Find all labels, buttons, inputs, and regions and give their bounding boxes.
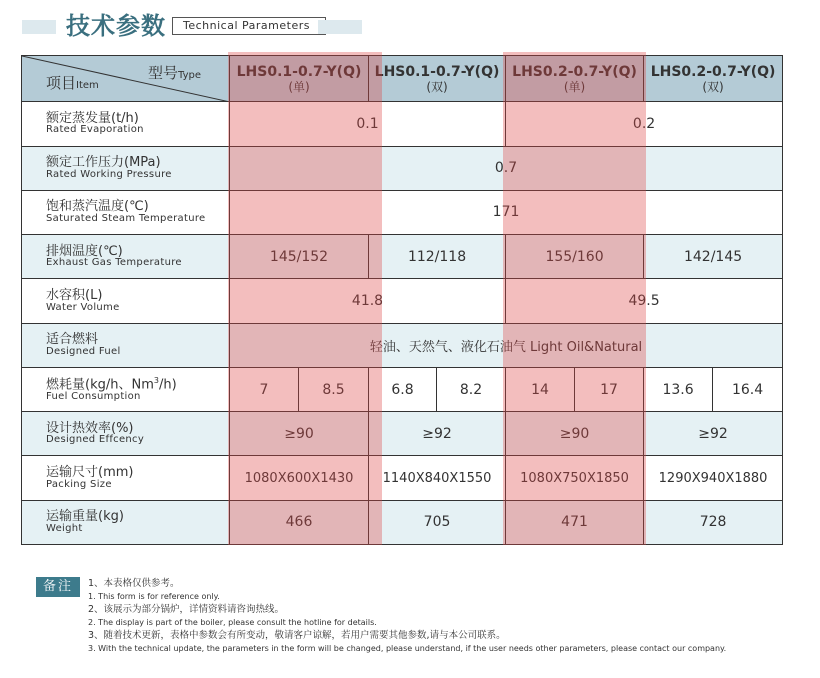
table-cell: 0.2 (506, 102, 783, 146)
type-label-zh: 型号 (148, 64, 179, 82)
note-line: 3、随着技术更新，表格中参数会有所变动，敬请客户谅解，若用户需要其他参数,请与本公司联系。 (88, 630, 506, 641)
row-label-en: Rated Working Pressure (46, 168, 172, 180)
row-label-zh: 适合燃料 (46, 332, 99, 348)
table-cell: 471 (506, 500, 644, 544)
row-label (22, 146, 230, 190)
table-cell: 49.5 (506, 279, 783, 323)
row-label-en: Packing Size (46, 478, 112, 490)
table-header-row (22, 56, 783, 102)
table-cell: 142/145 (644, 235, 783, 279)
model-variant: (单) (288, 79, 310, 94)
table-cell: 16.4 (713, 367, 783, 411)
row-label (22, 412, 230, 456)
row-label-en: Designed Effcency (46, 434, 145, 446)
table-cell: ≥90 (230, 412, 369, 456)
table-row-weight (22, 500, 783, 544)
note-line: 2. The display is part of the boiler, please consult the hotline for details. (88, 618, 377, 627)
table-cell: 112/118 (369, 235, 506, 279)
table-row-steam-temperature (22, 190, 783, 234)
row-label (22, 323, 230, 367)
type-label (148, 62, 201, 83)
table-cell: 7 (230, 367, 299, 411)
item-label (46, 72, 99, 93)
row-label-zh: 额定工作压力(MPa) (46, 155, 161, 171)
model-header-2 (369, 56, 506, 102)
table-row-packing-size (22, 456, 783, 500)
table-row-exhaust-temperature (22, 235, 783, 279)
table-cell: 0.1 (230, 102, 506, 146)
row-label (22, 500, 230, 544)
model-header-4 (644, 56, 783, 102)
row-label-zh: 设计热效率(%) (46, 420, 134, 436)
table-cell: 728 (644, 500, 783, 544)
model-name: LHS0.1-0.7-Y(Q) (236, 63, 362, 80)
page-title: 技术参数 (66, 12, 166, 40)
table-cell: 145/152 (230, 235, 369, 279)
row-label-zh: 运输重量(kg) (46, 509, 124, 525)
header-decor-right (318, 20, 362, 34)
table-cell: ≥92 (369, 412, 506, 456)
corner-cell (22, 56, 230, 102)
model-name: LHS0.2-0.7-Y(Q) (512, 63, 637, 80)
row-label-en: Exhaust Gas Temperature (46, 257, 182, 269)
table-row-fuel (22, 323, 783, 367)
notes-label: 备注 (36, 577, 80, 597)
row-label-en: Rated Evaporation (46, 124, 144, 136)
row-label (22, 190, 230, 234)
row-label (22, 235, 230, 279)
model-header-3 (506, 56, 644, 102)
row-label-en: Weight (46, 522, 83, 534)
row-label-zh: 额定蒸发量(t/h) (46, 110, 139, 126)
table-row-fuel-consumption (22, 367, 783, 411)
table-cell: 171 (230, 190, 783, 234)
model-variant: (双) (426, 79, 448, 94)
table-cell: 13.6 (644, 367, 713, 411)
table-cell: 705 (369, 500, 506, 544)
note-line: 2、该展示为部分锅炉，详情资料请咨询热线。 (88, 604, 285, 615)
table-cell: 466 (230, 500, 369, 544)
table-cell: 1290X940X1880 (644, 456, 783, 500)
model-name: LHS0.2-0.7-Y(Q) (650, 63, 776, 80)
table-cell: 1080X750X1850 (506, 456, 644, 500)
table-cell: 8.5 (299, 367, 369, 411)
superscript: 3 (153, 375, 159, 385)
table-row-pressure (22, 146, 783, 190)
row-label (22, 279, 230, 323)
table-cell: 6.8 (369, 367, 437, 411)
table-row-evaporation (22, 102, 783, 146)
table-cell: 155/160 (506, 235, 644, 279)
header-decor-left (22, 20, 56, 34)
model-header-1 (230, 56, 369, 102)
row-label-en: Saturated Steam Temperature (46, 213, 206, 225)
item-label-en: Item (76, 80, 99, 92)
table-cell: 14 (506, 367, 575, 411)
table-row-efficiency (22, 412, 783, 456)
row-label-en: Fuel Consumption (46, 390, 141, 402)
table-row-water-volume (22, 279, 783, 323)
model-variant: (单) (563, 79, 586, 94)
row-label-zh: 排烟温度(℃) (46, 243, 123, 259)
table-cell: 1080X600X1430 (230, 456, 369, 500)
note-line: 1. This form is for reference only. (88, 592, 220, 601)
note-line: 3. With the technical update, the parameters in the form will be changed, please understand, if the user needs other parameters, please contact our company. (88, 644, 727, 653)
row-label (22, 456, 230, 500)
notes-block (88, 577, 726, 655)
note-line: 1、本表格仅供参考。 (88, 578, 180, 589)
page-subtitle: Technical Parameters (172, 17, 326, 35)
technical-parameters-table (21, 55, 783, 545)
table-cell: 1140X840X1550 (369, 456, 506, 500)
model-name: LHS0.1-0.7-Y(Q) (374, 63, 500, 80)
row-label-en: Designed Fuel (46, 345, 121, 357)
table-cell: 8.2 (437, 367, 506, 411)
type-label-en: Type (178, 70, 201, 81)
table-cell: 轻油、天然气、液化石油气 Light Oil&Natural (230, 323, 783, 367)
row-label-zh: 水容积(L) (46, 287, 103, 303)
row-label-zh-part: /h) (158, 377, 177, 393)
row-label-zh (46, 377, 229, 392)
table-cell: 0.7 (230, 146, 783, 190)
table-cell: 41.8 (230, 279, 506, 323)
row-label-zh: 饱和蒸汽温度(℃) (46, 199, 149, 215)
row-label-zh-part: 燃耗量(kg/h、Nm (46, 377, 154, 393)
model-variant: (双) (702, 79, 724, 94)
table-cell: ≥92 (644, 412, 783, 456)
table-cell: 17 (575, 367, 644, 411)
item-label-zh: 项目 (46, 74, 77, 93)
row-label (22, 102, 230, 146)
row-label-en: Water Volume (46, 301, 120, 313)
row-label (22, 367, 230, 411)
table-cell: ≥90 (506, 412, 644, 456)
row-label-zh: 运输尺寸(mm) (46, 464, 134, 480)
